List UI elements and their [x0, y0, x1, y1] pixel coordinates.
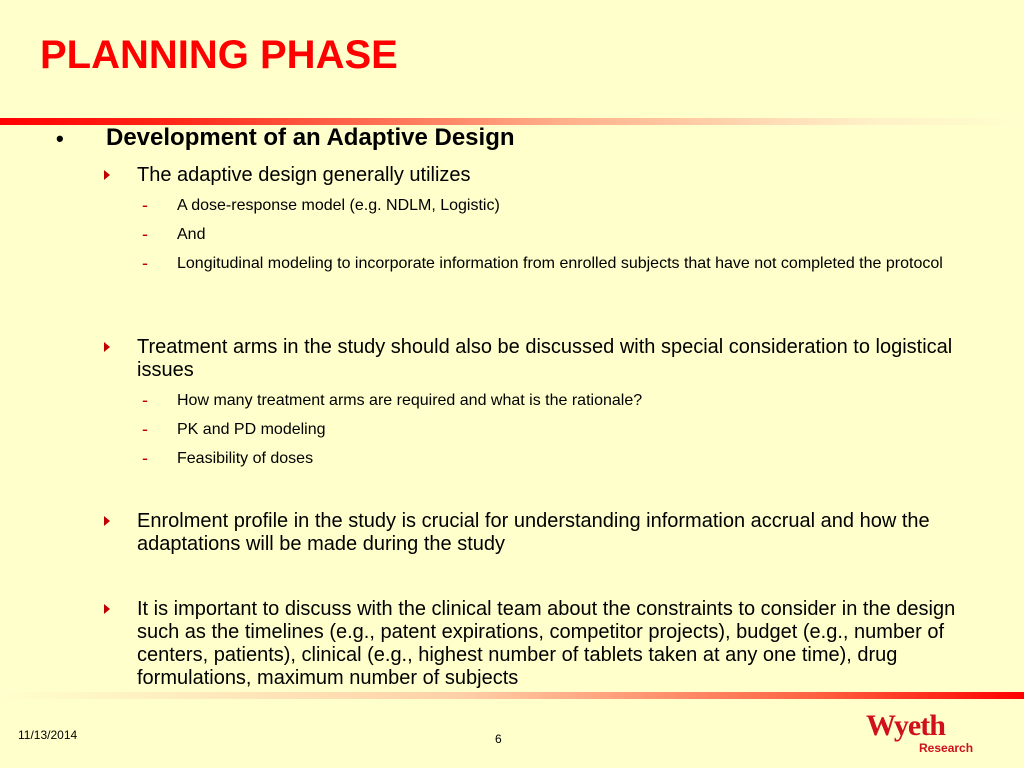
bullet-text: Enrolment profile in the study is crucial for understanding information accrual and how the adaptations will be made during the study: [137, 510, 930, 555]
dash-marker: -: [142, 390, 148, 410]
wyeth-logo: [866, 709, 974, 759]
arrow-bullet-icon: [104, 342, 110, 352]
bullet-text: It is important to discuss with the clinical team about the constraints to consider in the design such as the timelines (e.g., patent expirations, competitor projects), budget (e.g., number of centers, patients), clinical (e.g., highest number of tablets taken at any one time), drug formulations, maximum number of subjects: [137, 598, 956, 689]
dash-marker: -: [142, 419, 148, 439]
bullet-text: The adaptive design generally utilizes: [137, 164, 471, 186]
sub-bullet-text: And: [177, 226, 206, 243]
footer-divider: [0, 692, 1024, 699]
sub-bullet-text: Longitudinal modeling to incorporate information from enrolled subjects that have not completed the protocol: [177, 255, 943, 272]
heading-bullet: •: [56, 126, 64, 151]
sub-bullet-text: How many treatment arms are required and what is the rationale?: [177, 392, 643, 409]
logo-subtitle: Research: [919, 741, 974, 755]
dash-marker: -: [142, 195, 148, 215]
footer-date: 11/13/2014: [18, 728, 78, 742]
arrow-bullet-icon: [104, 170, 110, 180]
dash-marker: -: [142, 253, 148, 273]
logo-wordmark: Wyeth: [866, 709, 945, 742]
arrow-bullet-icon: [104, 516, 110, 526]
arrow-bullet-icon: [104, 604, 110, 614]
dash-marker: -: [142, 224, 148, 244]
page-number: 6: [495, 732, 502, 746]
sub-bullet-text: A dose-response model (e.g. NDLM, Logistic): [177, 197, 500, 214]
slide-title: PLANNING PHASE: [40, 33, 398, 77]
heading-text: Development of an Adaptive Design: [106, 124, 515, 151]
sub-bullet-text: PK and PD modeling: [177, 421, 326, 438]
sub-bullet-text: Feasibility of doses: [177, 450, 314, 467]
bullet-text: Treatment arms in the study should also be discussed with special consideration to logistical issues: [137, 336, 953, 381]
dash-marker: -: [142, 448, 148, 468]
